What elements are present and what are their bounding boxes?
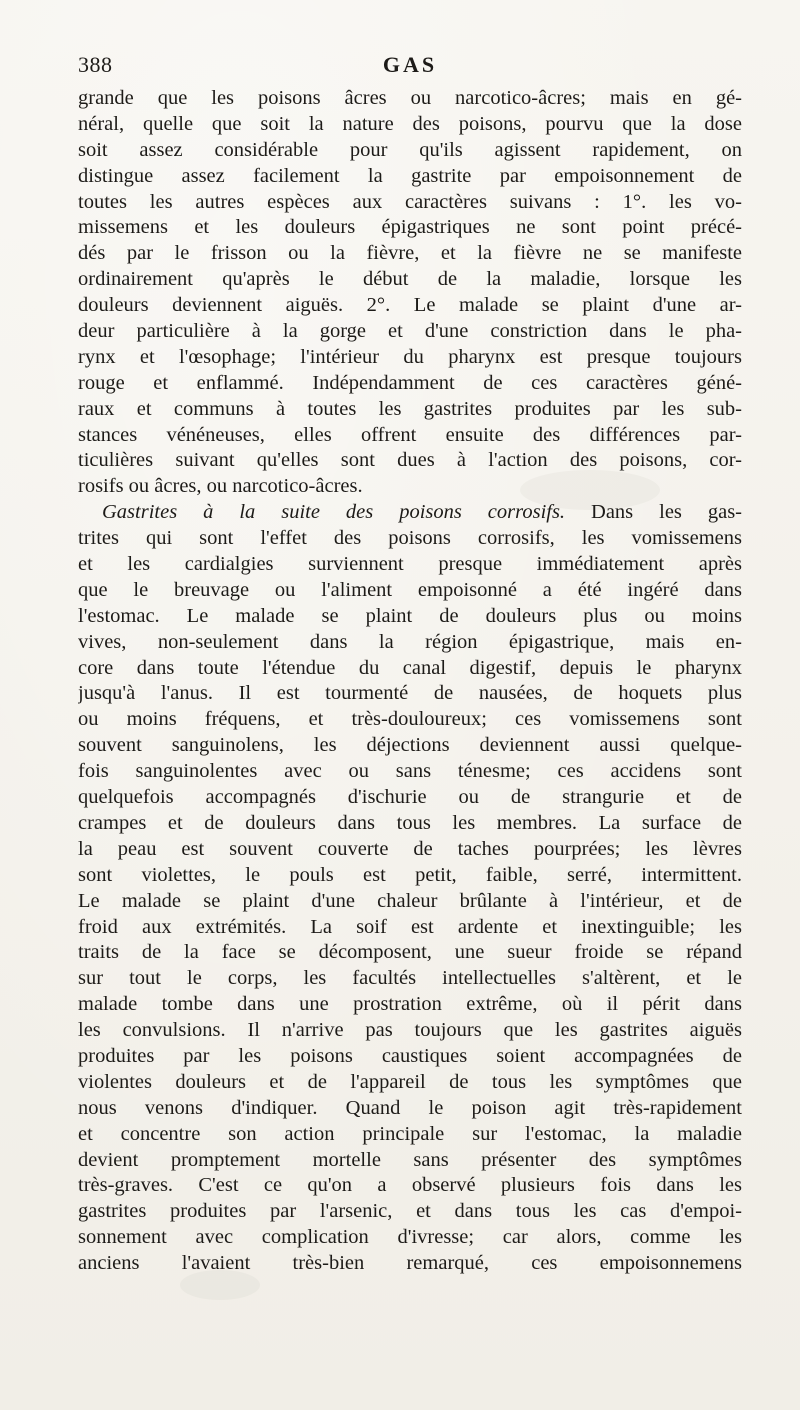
text-line: quelquefois accompagnés d'ischurie ou de strangurie et de [78, 786, 742, 809]
text-line: sont violettes, le pouls est petit, faible, serré, intermittent. [78, 863, 742, 886]
text-line: crampes et de douleurs dans tous les membres. La surface de [78, 811, 742, 834]
text-line: dés par le frisson ou la fièvre, et la fièvre ne se manifeste [78, 242, 742, 265]
page-header [78, 52, 742, 86]
text-line: que le breuvage ou l'aliment empoisonné a été ingéré dans [78, 578, 742, 601]
body-text [78, 86, 742, 1277]
text-line: malade tombe dans une prostration extrême, où il périt dans [78, 993, 742, 1016]
text-line: ticulières suivant qu'elles sont dues à l'action des poisons, cor- [78, 449, 742, 472]
text-line: distingue assez facilement la gastrite par empoisonnement de [78, 164, 742, 187]
text-line: stances vénéneuses, elles offrent ensuite des différences par- [78, 423, 742, 446]
text-line: jusqu'à l'anus. Il est tourmenté de nausées, de hoquets plus [78, 682, 742, 705]
text-line: gastrites produites par l'arsenic, et dans tous les cas d'empoi- [78, 1200, 742, 1223]
text-line: vives, non-seulement dans la région épigastrique, mais en- [78, 630, 742, 653]
text-line: anciens l'avaient très-bien remarqué, ces empoisonnemens [78, 1252, 742, 1275]
text-line: soit assez considérable pour qu'ils agissent rapidement, on [78, 138, 742, 161]
text-line: ordinairement qu'après le début de la maladie, lorsque les [78, 268, 742, 291]
paragraph-1 [78, 86, 742, 500]
text-line: l'estomac. Le malade se plaint de douleurs plus ou moins [78, 604, 742, 627]
text-fragment: Dans les gas- [591, 501, 742, 524]
text-line: sonnement avec complication d'ivresse; car alors, comme les [78, 1226, 742, 1249]
running-head: GAS [382, 52, 438, 77]
text-line: fois sanguinolentes avec ou sans ténesme; ces accidens sont [78, 760, 742, 783]
text-line: souvent sanguinolens, les déjections deviennent aussi quelque- [78, 734, 742, 757]
text-line: trites qui sont l'effet des poisons corrosifs, les vomissemens [78, 527, 742, 550]
text-line: sur tout le corps, les facultés intellectuelles s'altèrent, et le [78, 967, 742, 990]
section-opening-line [78, 500, 742, 526]
text-line: traits de la face se décomposent, une sueur froide se répand [78, 941, 742, 964]
text-line: rouge et enflammé. Indépendamment de ces caractères géné- [78, 371, 742, 394]
text-line: froid aux extrémités. La soif est ardente et inextinguible; les [78, 915, 742, 938]
text-line: et concentre son action principale sur l'estomac, la maladie [78, 1122, 742, 1145]
text-line: deur particulière à la gorge et d'une constriction dans le pha- [78, 320, 742, 343]
text-line: grande que les poisons âcres ou narcotico-âcres; mais en gé- [78, 87, 742, 109]
text-line: raux et communs à toutes les gastrites produites par les sub- [78, 397, 742, 420]
text-line: rynx et l'œsophage; l'intérieur du pharynx est presque toujours [78, 345, 742, 368]
text-line: violentes douleurs et de l'appareil de tous les symptômes que [78, 1070, 742, 1093]
page-number: 388 [78, 52, 113, 77]
text-line: et les cardialgies surviennent presque immédiatement après [78, 553, 742, 576]
paragraph-2 [78, 500, 742, 1277]
text-line: la peau est souvent couverte de taches pourprées; les lèvres [78, 837, 742, 860]
text-line: très-graves. C'est ce qu'on a observé plusieurs fois dans les [78, 1174, 742, 1197]
text-line: devient promptement mortelle sans présenter des symptômes [78, 1148, 742, 1171]
text-line: produites par les poisons caustiques soient accompagnées de [78, 1044, 742, 1067]
text-line: néral, quelle que soit la nature des poisons, pourvu que la dose [78, 112, 742, 135]
text-line: rosifs ou âcres, ou narcotico-âcres. [78, 475, 363, 498]
text-line: Le malade se plaint d'une chaleur brûlante à l'intérieur, et de [78, 889, 742, 912]
section-heading: Gastrites à la suite des poisons corrosifs. [102, 501, 566, 524]
text-line: nous venons d'indiquer. Quand le poison agit très-rapidement [78, 1096, 742, 1119]
text-line: ou moins fréquens, et très-douloureux; ces vomissemens sont [78, 708, 742, 731]
text-line: douleurs deviennent aiguës. 2°. Le malade se plaint d'une ar- [78, 294, 742, 317]
text-line: les convulsions. Il n'arrive pas toujours que les gastrites aiguës [78, 1019, 742, 1042]
text-line: missemens et les douleurs épigastriques ne sont point précé- [78, 216, 742, 239]
text-line: core dans toute l'étendue du canal digestif, depuis le pharynx [78, 656, 742, 679]
text-line: toutes les autres espèces aux caractères suivans : 1°. les vo- [78, 190, 742, 213]
